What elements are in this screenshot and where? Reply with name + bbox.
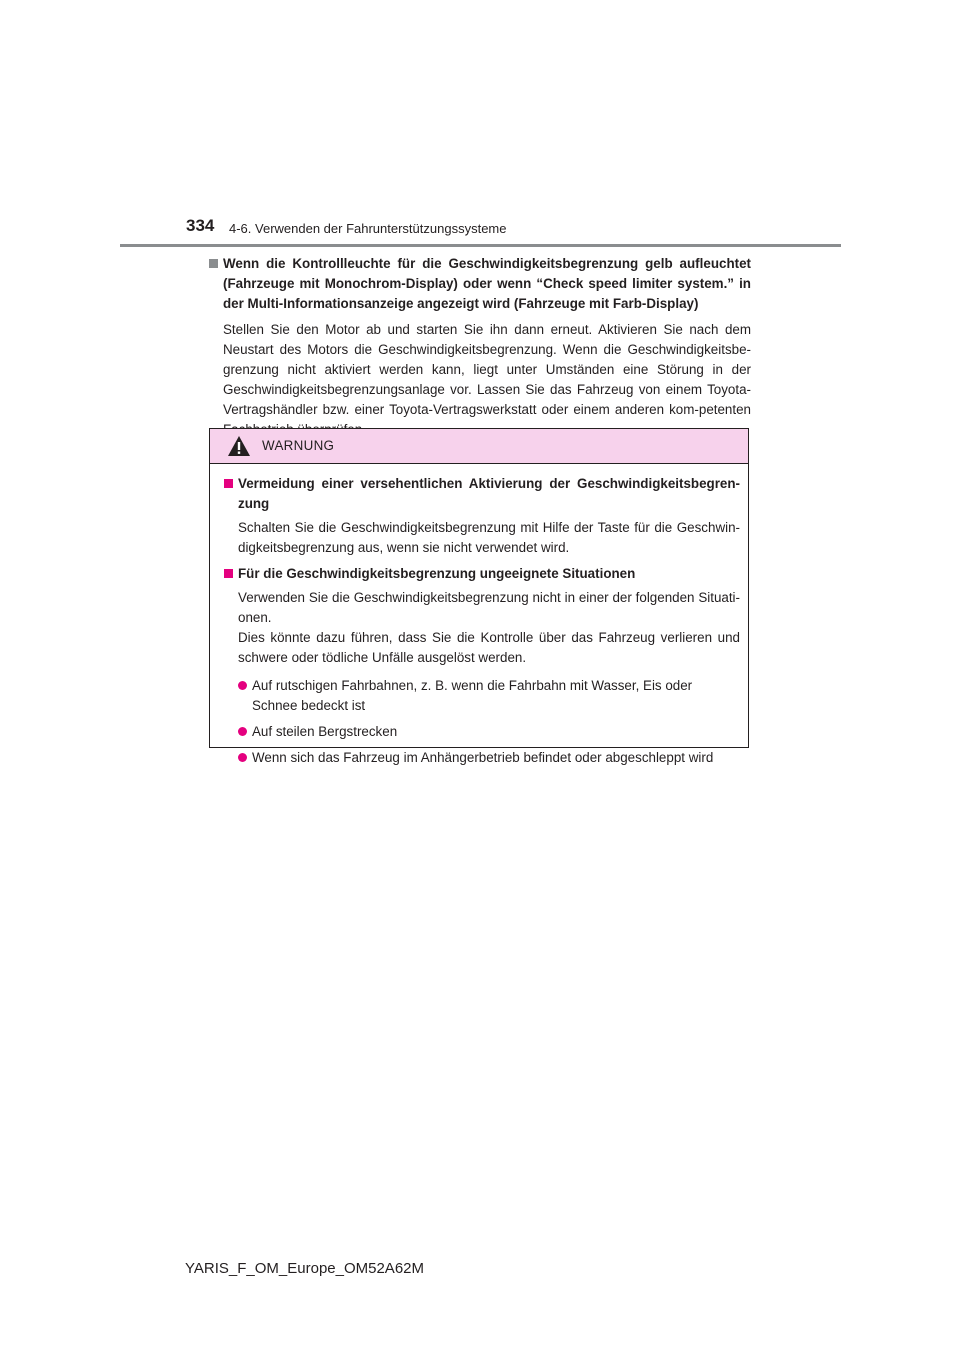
list-item [238, 748, 740, 768]
warning-situations-list [224, 676, 740, 768]
warning-triangle-icon [227, 435, 251, 457]
warning-section-body: Verwenden Sie die Geschwindigkeitsbegrenzung nicht in einer der folgenden Situati-onen. [238, 590, 740, 625]
list-item [238, 676, 740, 716]
circle-bullet-icon [238, 727, 247, 736]
list-item-text: Wenn sich das Fahrzeug im Anhängerbetrieb befindet oder abgeschleppt wird [252, 750, 714, 765]
document-code: YARIS_F_OM_Europe_OM52A62M [185, 1260, 424, 1277]
warning-section-heading [224, 564, 740, 584]
topic-body: Stellen Sie den Motor ab und starten Sie ihn dann erneut. Aktivieren Sie nach dem Neustart des Motors die Geschwindigkeitsbegrenzung. Wenn die Geschwindigkeitsbe-grenzung nicht aktiviert werden kann, liegt unter Umständen eine Störung in der Geschwindigkeitsbegrenzungsanlage vor. Lassen Sie das Fahrzeug von einem Toyota-Vertragshändler bzw. einer Toyota-Vertragswerkstatt oder einem anderen kom-petenten [223, 322, 751, 417]
list-item [238, 722, 740, 742]
topic-heading-text: Wenn die Kontrollleuchte für die Geschwindigkeitsbegrenzung gelb aufleuchtet (Fahrzeuge mit Monochrom-Display) oder wenn “Check speed limiter system.” in der Multi-Informationsanzeige angezeigt wird (Fahrzeuge mit Farb-Display) [223, 256, 751, 311]
square-bullet-icon [224, 479, 233, 488]
section-title: 4-6. Verwenden der Fahrunterstützungssysteme [229, 221, 507, 236]
warning-section-heading-text: Für die Geschwindigkeitsbegrenzung ungeeignete Situationen [238, 566, 636, 581]
warning-content [210, 464, 748, 768]
warning-header [210, 429, 748, 464]
warning-section-body-2: Dies könnte dazu führen, dass Sie die Kontrolle über das Fahrzeug verlieren und schwere oder tödliche Unfälle ausgelöst werden. [238, 630, 740, 665]
square-bullet-icon [209, 259, 218, 268]
topic-heading [209, 254, 751, 314]
circle-bullet-icon [238, 753, 247, 762]
warning-box [209, 428, 749, 765]
topic-block [209, 254, 751, 440]
header-divider [120, 244, 841, 247]
square-bullet-icon [224, 569, 233, 578]
warning-title: WARNUNG [262, 438, 335, 453]
list-item-text: Auf steilen Bergstrecken [252, 724, 398, 739]
warning-section-body: Schalten Sie die Geschwindigkeitsbegrenzung mit Hilfe der Taste für die Geschwin-digkeitsbegrenzung aus, wenn sie nicht verwendet wird. [238, 520, 740, 555]
warning-section-heading [224, 474, 740, 514]
list-item-text: Auf rutschigen Fahrbahnen, z. B. wenn die Fahrbahn mit Wasser, Eis oder Schnee bedeckt ist [252, 678, 693, 713]
page-number: 334 [186, 216, 215, 235]
warning-section-heading-text: Vermeidung einer versehentlichen Aktivierung der Geschwindigkeitsbegren-zung [238, 476, 740, 511]
circle-bullet-icon [238, 681, 247, 690]
